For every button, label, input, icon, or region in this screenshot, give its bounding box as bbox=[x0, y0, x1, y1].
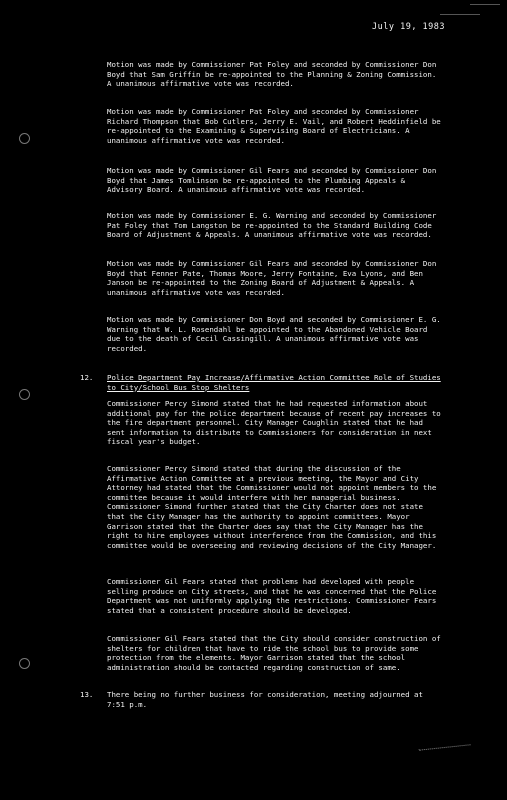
item-12-heading: Police Department Pay Increase/Affirmative Action Committee Role of Studies to City/School Bus Stop Shelters bbox=[107, 373, 441, 392]
item-12-paragraph-1: Commissioner Percy Simond stated that he had requested information about additional pay for the police department because of recent pay increases to the fire department personnel. City Manager Coughlin stated that he had sent information to distribute to Commissioners for consideration in next fiscal year's budget. bbox=[107, 399, 441, 447]
item-12-paragraph-2: Commissioner Percy Simond stated that during the discussion of the Affirmative Action Committee at a previous meeting, the Mayor and City Attorney had stated that the Commissioner would not appoint members to the committee because it would interfere with her managerial business. Commissioner Simond further stated that the City Charter does not state that the City Manager has the authority to appoint committees. Mayor Garrison stated that the Charter does say that the City Manager has the right to hire employees without interference from the Commission, and this committee would be overseeing and reviewing decisions of the City Manager. bbox=[107, 464, 437, 550]
punch-hole-top bbox=[19, 133, 30, 144]
item-13-text: There being no further business for consideration, meeting adjourned at 7:51 p.m. bbox=[107, 690, 423, 709]
item-12-paragraph-3: Commissioner Gil Fears stated that problems had developed with people selling produce on City streets, and that he was concerned that the Police Department was not uniformly applying the restrictions. Commissioner Fears stated that a consistent procedure should be developed. bbox=[107, 577, 437, 615]
scan-artifact-corner bbox=[470, 4, 500, 5]
punch-hole-bottom bbox=[19, 658, 30, 669]
motion-paragraph-3: Motion was made by Commissioner Gil Fears and seconded by Commissioner Don Boyd that James Tomlinson be re-appointed to the Plumbing Appeals & Advisory Board. A unanimous affirmative vote was recorded. bbox=[107, 166, 437, 195]
motion-paragraph-6: Motion was made by Commissioner Don Boyd and seconded by Commissioner E. G. Warning that W. L. Rosendahl be appointed to the Abandoned Vehicle Board due to the death of Cecil Cassingill. A unanimous affirmative vote was recorded. bbox=[107, 315, 441, 353]
punch-hole-middle bbox=[19, 389, 30, 400]
item-13-number: 13. bbox=[80, 690, 94, 699]
item-12-paragraph-4: Commissioner Gil Fears stated that the City should consider construction of shelters for children that have to ride the school bus to provide some protection from the elements. Mayor Garrison stated that the school administration should be contacted regarding construction of same. bbox=[107, 634, 441, 672]
initials-signature bbox=[417, 732, 470, 750]
scan-artifact-top bbox=[440, 14, 480, 15]
item-12-number: 12. bbox=[80, 373, 94, 382]
motion-paragraph-4: Motion was made by Commissioner E. G. Warning and seconded by Commissioner Pat Foley that Tom Langston be re-appointed to the Standard Building Code Board of Adjustment & Appeals. A unanimous affirmative vote was recorded. bbox=[107, 211, 437, 240]
meeting-date: July 19, 1983 bbox=[372, 22, 446, 32]
motion-paragraph-5: Motion was made by Commissioner Gil Fears and seconded by Commissioner Don Boyd that Fenner Pate, Thomas Moore, Jerry Fontaine, Eva Lyons, and Ben Janson be re-appointed to the Zoning Board of Adjustment & Appeals. A unanimous affirmative vote was recorded. bbox=[107, 259, 437, 297]
motion-paragraph-2: Motion was made by Commissioner Pat Foley and seconded by Commissioner Richard Thompson that Bob Cutlers, Jerry E. Vail, and Robert Heddinfield be re-appointed to the Examining & Supervising Board of Electricians. A unanimous affirmative vote was recorded. bbox=[107, 107, 441, 145]
motion-paragraph-1: Motion was made by Commissioner Pat Foley and seconded by Commissioner Don Boyd that Sam Griffin be re-appointed to the Planning & Zoning Commission. A unanimous affirmative vote was recorded. bbox=[107, 60, 437, 89]
